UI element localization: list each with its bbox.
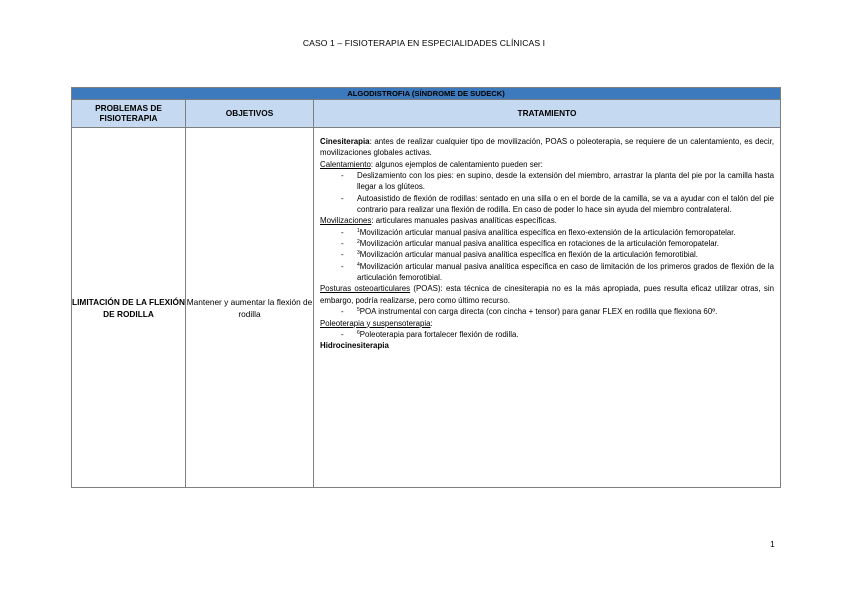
dash-bullet: - <box>341 261 344 271</box>
objective-text: Mantener y aumentar la flexión de rodilla <box>186 296 313 319</box>
list-item <box>320 249 774 260</box>
poleoterapia-label: Poleoterapia y suspensoterapia <box>320 318 431 328</box>
table-title-row <box>72 88 781 100</box>
poleoterapia-paragraph <box>320 318 774 329</box>
column-header-treatment: TRATAMIENTO <box>314 100 781 128</box>
dash-bullet: - <box>341 307 344 317</box>
list-item <box>320 306 774 317</box>
column-header-problems: PROBLEMAS DE FISIOTERAPIA <box>72 100 186 128</box>
list-item-text: Movilización articular manual pasiva analítica específica en caso de limitación de los primeros grados de flexión de la articulación femorotibial. <box>357 261 775 283</box>
treatment-cell <box>314 128 781 488</box>
column-header-objectives: OBJETIVOS <box>186 100 314 128</box>
cinesiterapia-paragraph <box>320 136 774 159</box>
problem-cell <box>72 128 186 488</box>
objective-cell <box>186 128 314 488</box>
list-item-text: Deslizamiento con los pies: en supino, desde la extensión del miembro, arrastrar la planta del pie por la camilla hasta llegar a los glúteos. <box>357 171 775 192</box>
list-item-text: Movilización articular manual pasiva analítica específica en flexión de la articulación femorotibial. <box>359 250 698 260</box>
list-item <box>320 238 774 249</box>
dash-bullet: - <box>341 250 344 260</box>
reference-number: 1 <box>357 227 360 234</box>
list-item-text: Movilización articular manual pasiva analítica específica en rotaciones de la articulación femoropatelar. <box>359 239 719 249</box>
table-title: ALGODISTROFIA (SÍNDROME DE SUDECK) <box>72 88 781 100</box>
reference-number: 6 <box>357 329 360 336</box>
movilizaciones-text: : articulares manuales pasivas analíticas específicas. <box>371 216 557 226</box>
dash-bullet: - <box>341 193 344 203</box>
reference-number: 2 <box>357 239 360 246</box>
calentamiento-text: : algunos ejemplos de calentamiento pueden ser: <box>370 159 543 169</box>
hidrocinesiterapia-label: Hidrocinesiterapia <box>320 341 389 351</box>
list-item <box>320 227 774 238</box>
page-number: 1 <box>770 539 775 549</box>
calentamiento-label: Calentamiento <box>320 159 371 169</box>
page-header: CASO 1 – FISIOTERAPIA EN ESPECIALIDADES CLÍNICAS I <box>302 38 546 48</box>
posturas-paragraph <box>320 283 774 306</box>
posturas-label: Posturas osteoarticulares <box>320 284 411 294</box>
hidrocinesiterapia-paragraph <box>320 340 774 351</box>
table-row <box>72 128 781 488</box>
list-item-text: POA instrumental con carga directa (con cincha + tensor) para ganar FLEX en rodilla que flexiona 60º. <box>359 307 718 317</box>
reference-number: 5 <box>357 307 360 314</box>
cinesiterapia-label: Cinesiterapia <box>320 137 370 146</box>
list-item <box>320 170 774 193</box>
treatment-table <box>71 87 781 488</box>
list-item-text: Movilización articular manual pasiva analítica específica en flexo-extensión de la articulación femoropatelar. <box>359 227 736 237</box>
cinesiterapia-text: : antes de realizar cualquier tipo de movilización, POAS o poleoterapia, se requiere de un calentamiento, es decir, movilizaciones globales activas. <box>320 137 775 158</box>
list-item <box>320 329 774 340</box>
posturas-text: (POAS): esta técnica de cinesiterapia no es la más apropiada, pues resulta eficaz utilizar otras, sin embargo, podría realizarse, pero como último recurso. <box>320 284 774 305</box>
calentamiento-paragraph <box>320 159 774 170</box>
list-item-text: Autoasistido de flexión de rodillas: sentado en una silla o en el borde de la camilla, se va a ayudar con el talón del pie contrario para realizar una flexión de rodilla. En caso de poder lo hace sin ayuda del miembro contralateral. <box>357 193 775 215</box>
movilizaciones-list <box>320 227 774 284</box>
calentamiento-list <box>320 170 774 215</box>
movilizaciones-label: Movilizaciones <box>320 216 372 226</box>
reference-number: 4 <box>357 261 360 268</box>
dash-bullet: - <box>341 329 344 339</box>
poleoterapia-list <box>320 329 774 340</box>
problem-text: LIMITACIÓN DE LA FLEXIÓN DE RODILLA <box>72 296 185 319</box>
dash-bullet: - <box>341 171 344 181</box>
list-item-text: Poleoterapia para fortalecer flexión de rodilla. <box>359 329 519 339</box>
table-header-row <box>72 100 781 128</box>
posturas-list <box>320 306 774 317</box>
list-item <box>320 261 774 284</box>
dash-bullet: - <box>341 239 344 249</box>
reference-number: 3 <box>357 250 360 257</box>
list-item <box>320 193 774 216</box>
poleoterapia-text: : <box>430 318 433 328</box>
dash-bullet: - <box>341 227 344 237</box>
treatment-content <box>320 136 774 352</box>
movilizaciones-paragraph <box>320 215 774 226</box>
